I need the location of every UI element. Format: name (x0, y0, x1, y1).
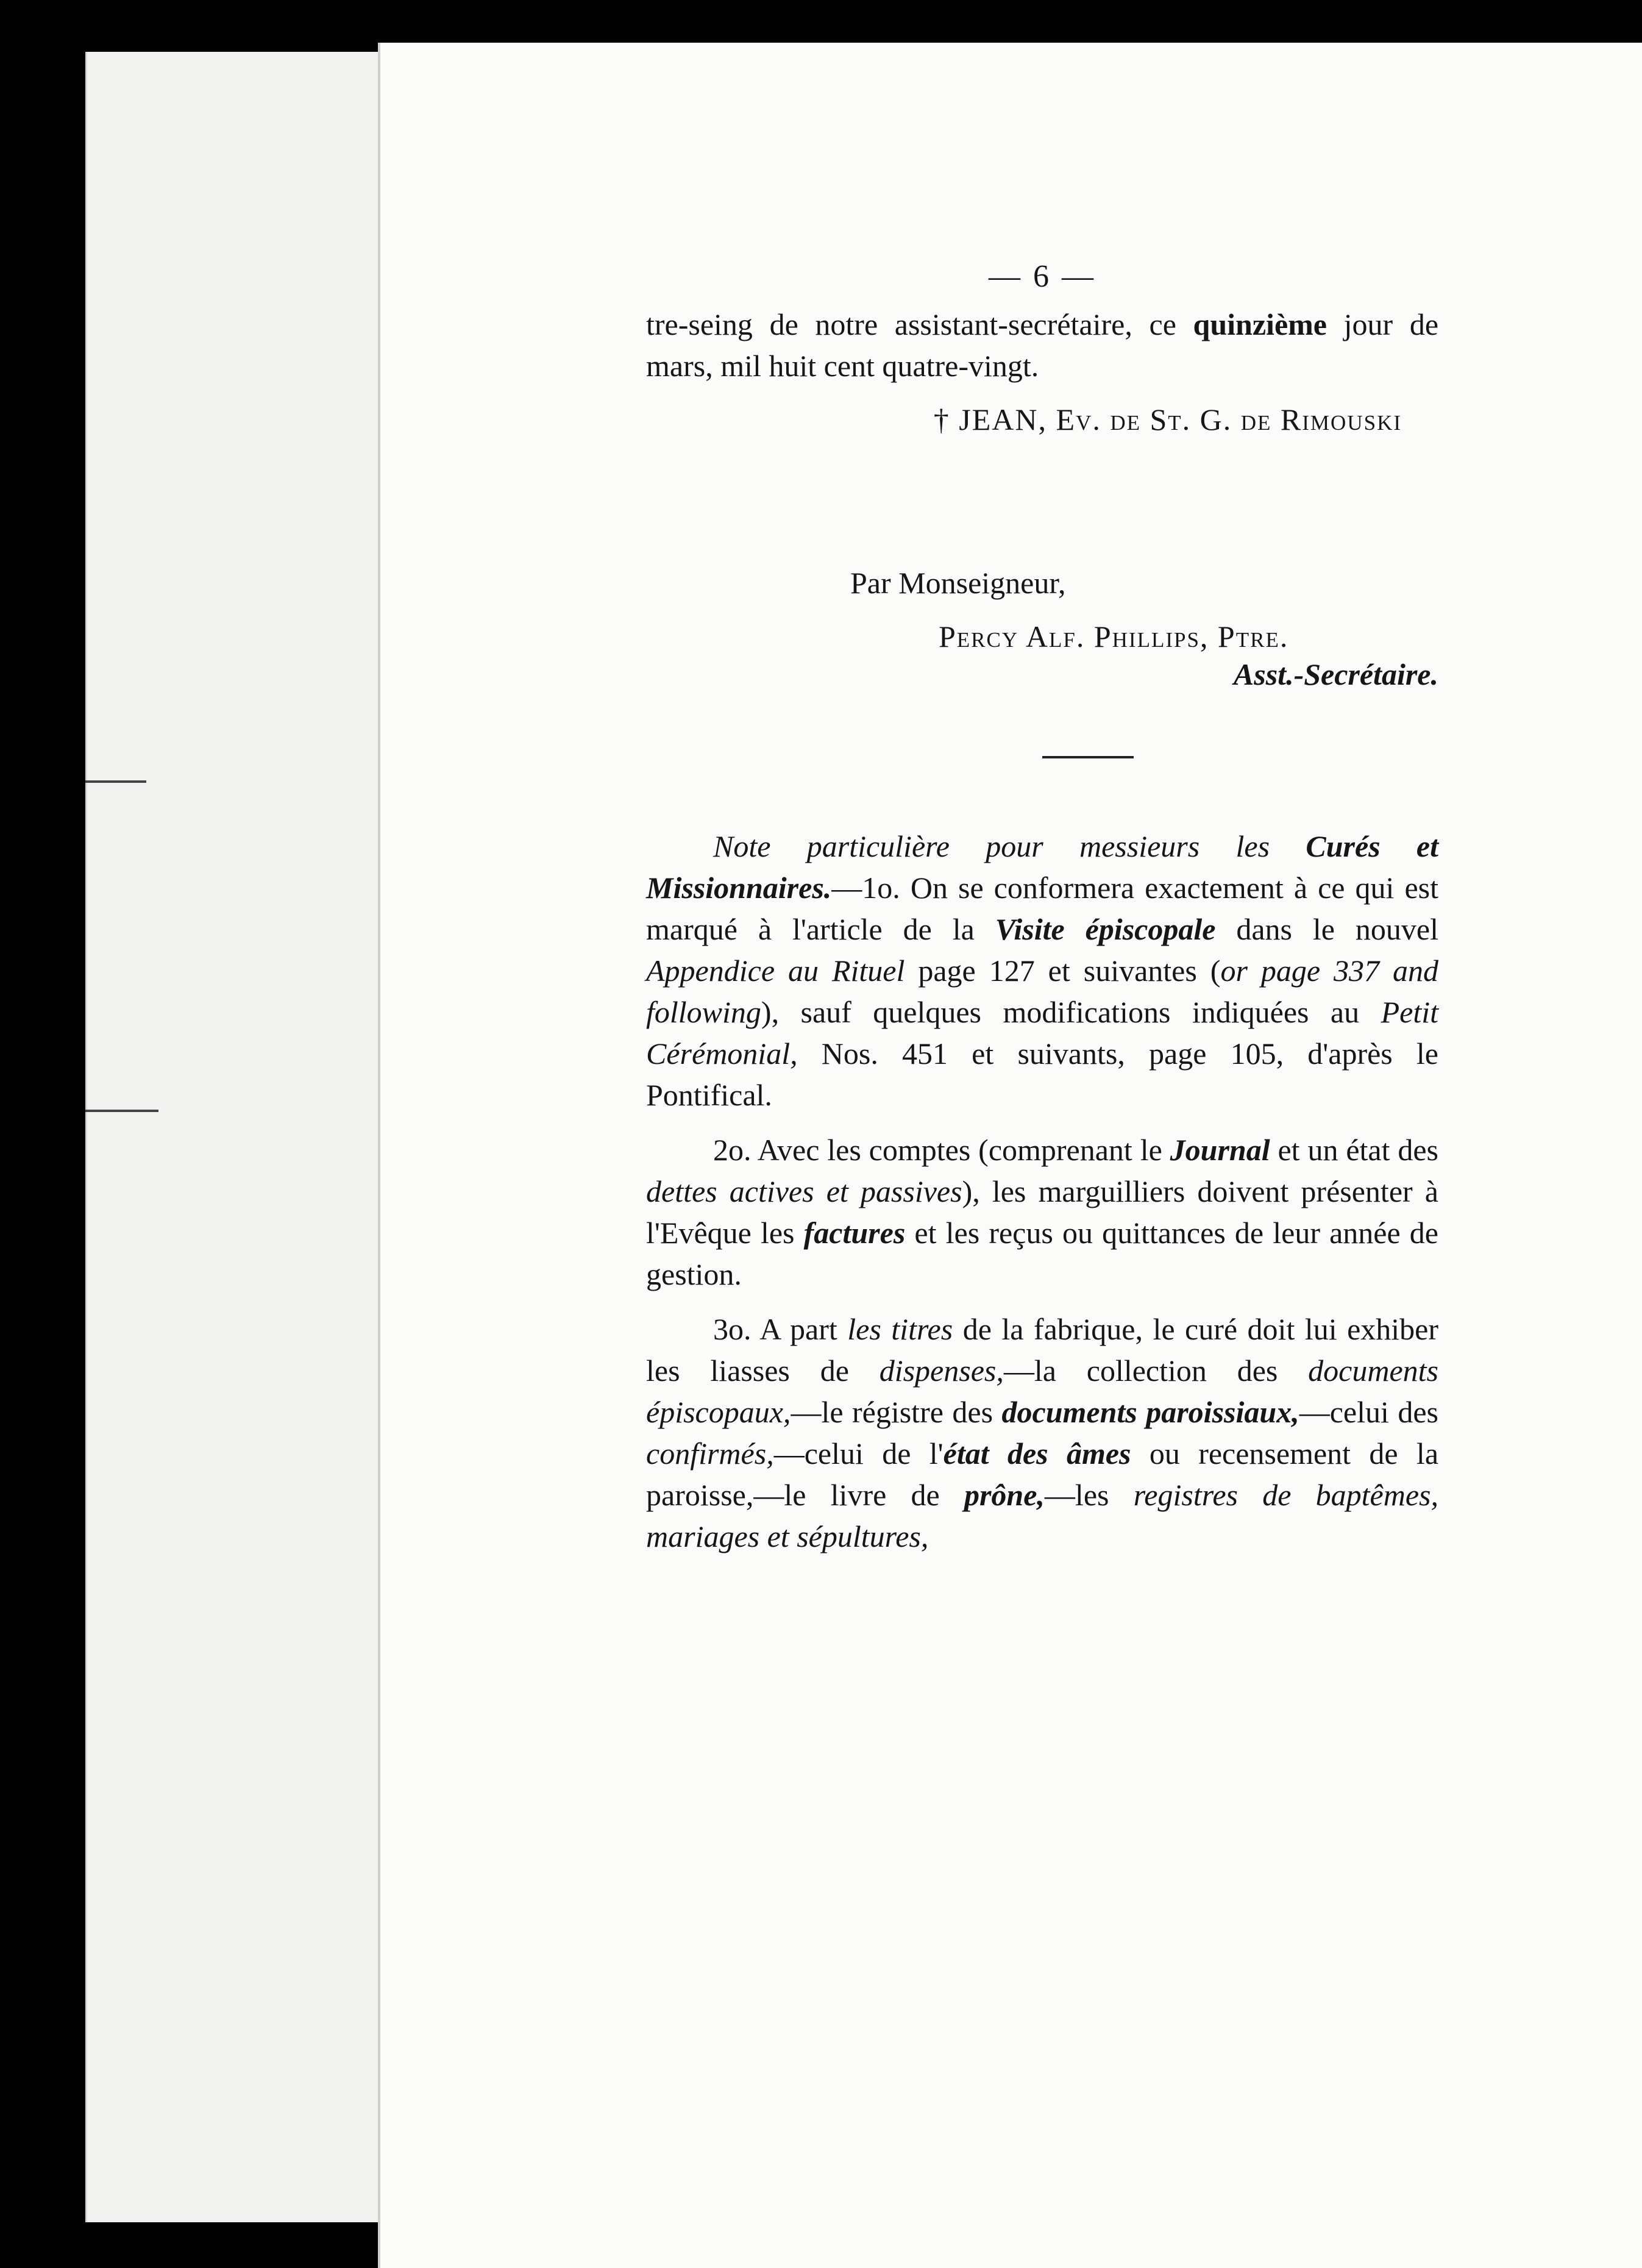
note-text: ou recensement de la paroisse,—le livre de (646, 1436, 1439, 1512)
closing-paragraph (646, 304, 1438, 387)
note-text: —le régistre des (791, 1395, 1002, 1429)
note-text-emph: Petit Cérémonial, (646, 995, 1438, 1071)
note-paragraph-1 (646, 826, 1438, 1116)
note-text: Nos. 451 et suivants, page 105, d'après le Pontifical. (646, 1036, 1438, 1112)
note-text: —les (1044, 1478, 1134, 1512)
secretary-title: Asst.-Secrétaire. (1233, 657, 1438, 691)
note-text: ), les marguilliers doivent présenter à l'Evêque les (646, 1174, 1438, 1250)
note-text-emph: Journal (1170, 1133, 1270, 1167)
note-text: —celui des (1299, 1395, 1438, 1429)
note-text-emph: or page 337 and following (646, 954, 1439, 1029)
note-text: 2o. Avec les comptes (comprenant le (713, 1133, 1170, 1167)
note-text-emph: factures (803, 1216, 906, 1250)
note-text-emph: dispenses, (879, 1353, 1004, 1388)
closing-bold: quinzième (1193, 307, 1327, 341)
note-title-bold: Curés et Missionnaires. (646, 829, 1438, 905)
page-edge-mark (85, 1110, 158, 1112)
closing-text: jour de mars, mil huit cent quatre-vingt. (646, 307, 1439, 383)
note-text: ), sauf quelques modifications indiquées au (761, 995, 1381, 1029)
note-paragraph-2 (646, 1129, 1438, 1295)
note-text-emph: documents paroissiaux, (1001, 1395, 1299, 1429)
note-text: et les reçus ou quittances de leur année de gestion. (646, 1216, 1438, 1291)
note-text: page 127 et suivantes ( (905, 954, 1221, 988)
note-text: —celui de l' (773, 1436, 944, 1471)
countersign-by: Par Monseigneur, (850, 566, 1066, 600)
secretary-name: Percy Alf. Phillips, Ptre. (939, 619, 1289, 654)
note-text-emph: Appendice au Rituel (646, 954, 905, 988)
note-text: —la collection des (1003, 1353, 1309, 1388)
note-title: Note particulière pour messieurs les (713, 829, 1270, 863)
note-text-emph: Visite épiscopale (995, 912, 1216, 946)
bishop-signature: † JEAN, Ev. de St. G. de Rimouski (933, 402, 1402, 437)
page-edge-mark (85, 780, 146, 783)
note-text: 3o. A part (713, 1312, 848, 1346)
note-text: de la fabrique, le curé doit lui exhiber les liasses de (646, 1312, 1438, 1388)
note-text: —1o. On se conformera exactement à ce qui est marqué à l'article de la (646, 871, 1438, 946)
closing-text: tre-seing de notre assistant-secrétaire, ce (646, 307, 1193, 341)
note-paragraph-3 (646, 1308, 1438, 1557)
note-text-emph: dettes actives et passives (646, 1174, 962, 1208)
note-text-emph: les titres (847, 1312, 953, 1346)
note-text-emph: état des âmes (943, 1436, 1131, 1471)
back-page-leaf (85, 52, 392, 2222)
section-divider (1042, 756, 1134, 758)
document-body (646, 256, 1438, 1557)
note-text-emph: registres de baptêmes, mariages et sépultures, (646, 1478, 1438, 1553)
note-text-emph: documents épiscopaux, (646, 1353, 1438, 1429)
page-number: — 6 — (989, 259, 1096, 294)
note-text: dans le nouvel (1215, 912, 1439, 946)
note-text: et un état des (1270, 1133, 1439, 1167)
note-text-emph: confirmés, (646, 1436, 774, 1471)
note-text-emph: prône, (964, 1478, 1045, 1512)
